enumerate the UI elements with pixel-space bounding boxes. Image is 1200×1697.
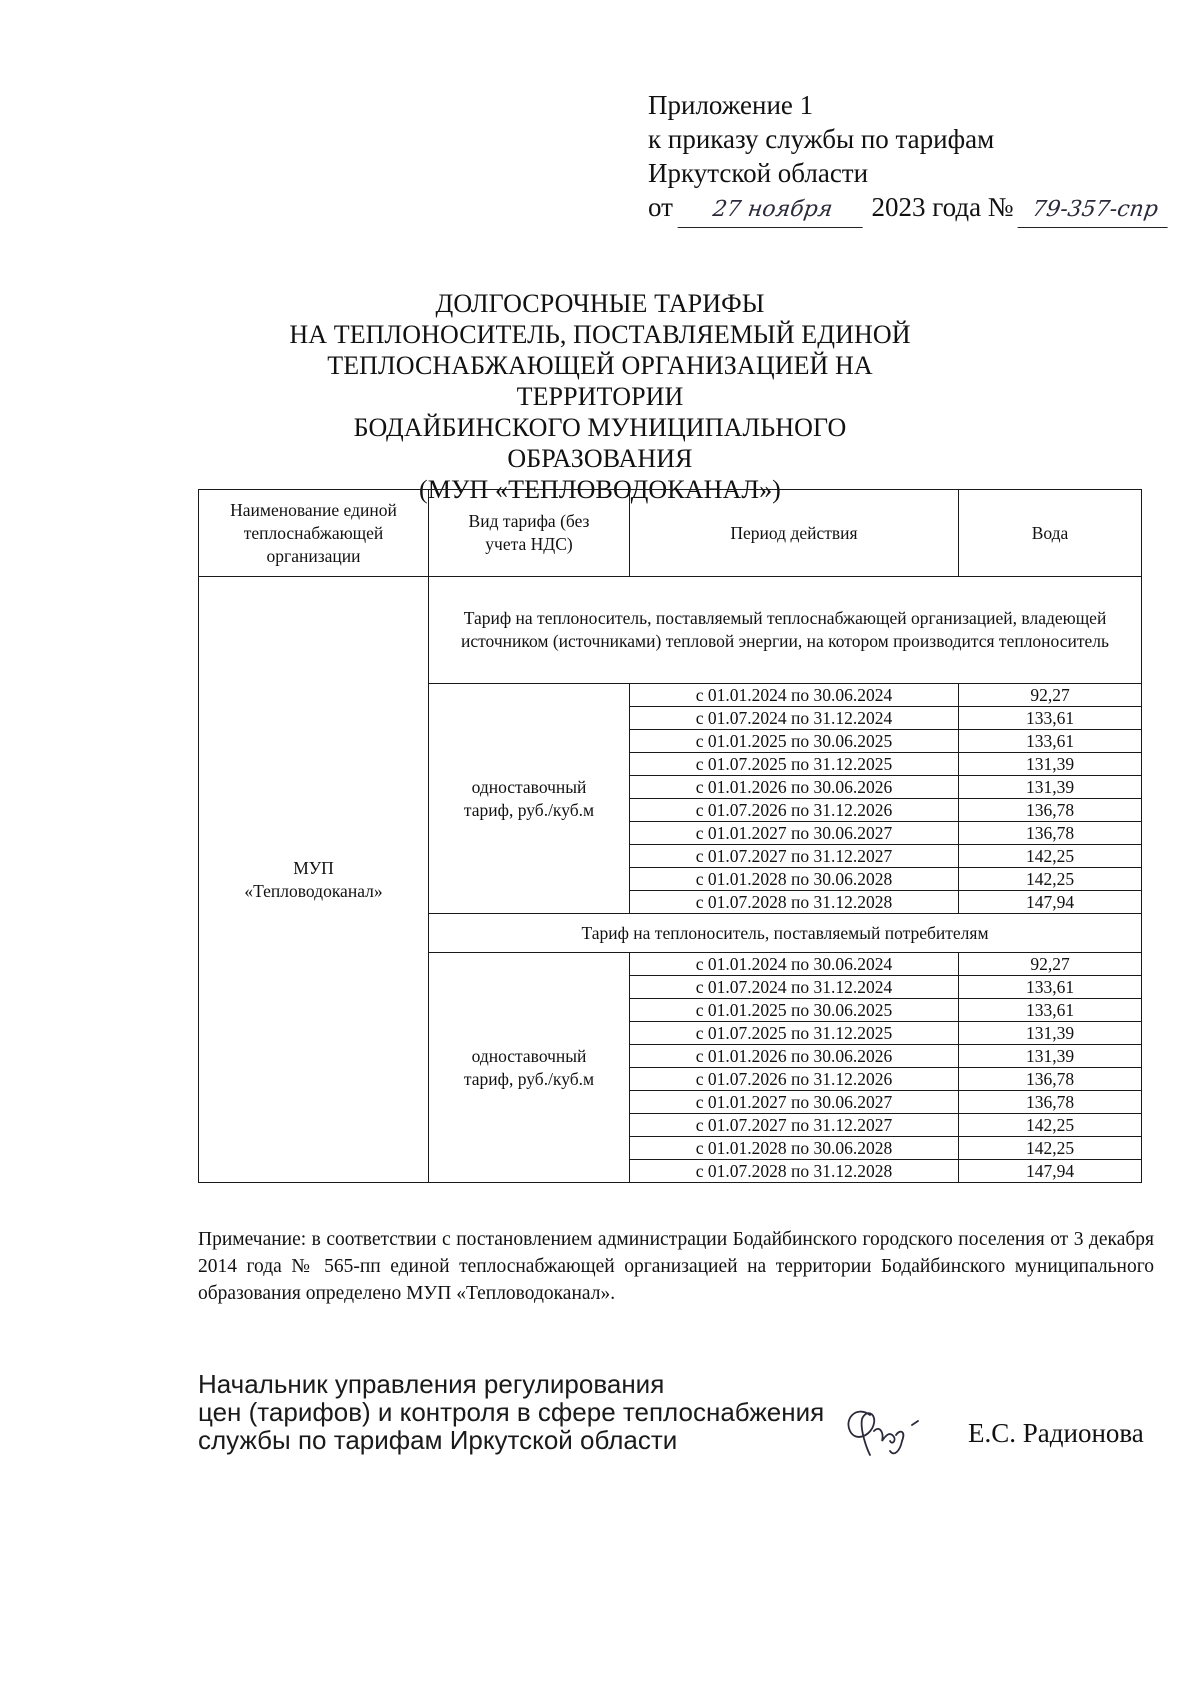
water-value-cell: 136,78 bbox=[959, 822, 1142, 845]
section1-title-row bbox=[199, 577, 1142, 684]
period-cell: с 01.01.2028 по 30.06.2028 bbox=[630, 1137, 959, 1160]
header-period: Период действия bbox=[630, 490, 959, 577]
water-value-cell: 142,25 bbox=[959, 868, 1142, 891]
note-paragraph: Примечание: в соответствии с постановлением администрации Бодайбинского городского поселения от 3 декабря 2014 года № 565-пп единой теплоснабжающей организацией на территории Бодайбинского муниципального образования определено МУП «Тепловодоканал». bbox=[198, 1229, 1154, 1304]
header-org: Наименование единой теплоснабжающей организации bbox=[199, 490, 429, 577]
attachment-date-line bbox=[648, 190, 1170, 228]
water-value-cell: 133,61 bbox=[959, 707, 1142, 730]
period-cell: с 01.07.2025 по 31.12.2025 bbox=[630, 1022, 959, 1045]
title-line-2: НА ТЕПЛОНОСИТЕЛЬ, ПОСТАВЛЯЕМЫЙ ЕДИНОЙ bbox=[289, 320, 911, 349]
water-value-cell: 147,94 bbox=[959, 1160, 1142, 1183]
header-type: Вид тарифа (без учета НДС) bbox=[429, 490, 630, 577]
table-body bbox=[199, 577, 1142, 1183]
period-cell: с 01.01.2025 по 30.06.2025 bbox=[630, 999, 959, 1022]
water-value-cell: 131,39 bbox=[959, 1022, 1142, 1045]
water-value-cell: 142,25 bbox=[959, 845, 1142, 868]
signature-block bbox=[198, 1370, 824, 1454]
position-line-2: цен (тарифов) и контроля в сфере теплоснабжения bbox=[198, 1397, 825, 1427]
period-cell: с 01.07.2026 по 31.12.2026 bbox=[630, 799, 959, 822]
tariff-table bbox=[198, 489, 1142, 1183]
handwritten-order-number: 79-357-спр bbox=[1018, 193, 1173, 228]
handwritten-signature bbox=[836, 1385, 946, 1465]
period-cell: с 01.07.2025 по 31.12.2025 bbox=[630, 753, 959, 776]
period-cell: с 01.01.2028 по 30.06.2028 bbox=[630, 868, 959, 891]
water-value-cell: 133,61 bbox=[959, 999, 1142, 1022]
water-value-cell: 133,61 bbox=[959, 730, 1142, 753]
water-value-cell: 142,25 bbox=[959, 1114, 1142, 1137]
period-cell: с 01.01.2026 по 30.06.2026 bbox=[630, 776, 959, 799]
attachment-line-1: Приложение 1 bbox=[648, 90, 814, 120]
water-value-cell: 92,27 bbox=[959, 684, 1142, 707]
water-value-cell: 136,78 bbox=[959, 1091, 1142, 1114]
period-cell: с 01.01.2027 по 30.06.2027 bbox=[630, 822, 959, 845]
period-cell: с 01.07.2027 по 31.12.2027 bbox=[630, 1114, 959, 1137]
water-value-cell: 131,39 bbox=[959, 753, 1142, 776]
section1-title: Тариф на теплоноситель, поставляемый теплоснабжающей организацией, владеющей источником (источниками) тепловой энергии, на котором производится теплоноситель bbox=[429, 577, 1142, 684]
period-cell: с 01.01.2024 по 30.06.2024 bbox=[630, 953, 959, 976]
water-value-cell: 131,39 bbox=[959, 1045, 1142, 1068]
period-cell: с 01.01.2026 по 30.06.2026 bbox=[630, 1045, 959, 1068]
document-title bbox=[260, 288, 940, 505]
title-line-1: ДОЛГОСРОЧНЫЕ ТАРИФЫ bbox=[435, 289, 765, 318]
title-line-4: БОДАЙБИНСКОГО МУНИЦИПАЛЬНОГО ОБРАЗОВАНИЯ bbox=[353, 413, 847, 473]
section1-tariff-type: одноставочный тариф, руб./куб.м bbox=[429, 684, 630, 914]
period-cell: с 01.07.2024 по 31.12.2024 bbox=[630, 707, 959, 730]
handwritten-date: 27 ноября bbox=[677, 193, 867, 228]
period-cell: с 01.07.2024 по 31.12.2024 bbox=[630, 976, 959, 999]
attachment-header bbox=[648, 88, 1170, 228]
water-value-cell: 142,25 bbox=[959, 1137, 1142, 1160]
date-prefix: от bbox=[648, 192, 673, 222]
attachment-line-3: Иркутской области bbox=[648, 158, 869, 188]
attachment-line-2: к приказу службы по тарифам bbox=[648, 124, 995, 154]
signer-name: Е.С. Радионова bbox=[968, 1418, 1144, 1448]
table-header-row bbox=[199, 490, 1142, 577]
year-text: 2023 года № bbox=[871, 192, 1014, 222]
title-line-5: (МУП «ТЕПЛОВОДОКАНАЛ») bbox=[419, 475, 781, 504]
period-cell: с 01.01.2027 по 30.06.2027 bbox=[630, 1091, 959, 1114]
period-cell: с 01.07.2026 по 31.12.2026 bbox=[630, 1068, 959, 1091]
title-line-3: ТЕПЛОСНАБЖАЮЩЕЙ ОРГАНИЗАЦИЕЙ НА ТЕРРИТОРИИ bbox=[327, 351, 873, 411]
water-value-cell: 136,78 bbox=[959, 799, 1142, 822]
period-cell: с 01.07.2027 по 31.12.2027 bbox=[630, 845, 959, 868]
water-value-cell: 133,61 bbox=[959, 976, 1142, 999]
water-value-cell: 92,27 bbox=[959, 953, 1142, 976]
period-cell: с 01.07.2028 по 31.12.2028 bbox=[630, 1160, 959, 1183]
section2-tariff-type: одноставочный тариф, руб./куб.м bbox=[429, 953, 630, 1183]
header-water: Вода bbox=[959, 490, 1142, 577]
water-value-cell: 131,39 bbox=[959, 776, 1142, 799]
position-line-1: Начальник управления регулирования bbox=[198, 1369, 665, 1399]
org-name-cell: МУП «Тепловодоканал» bbox=[199, 577, 429, 1183]
section2-title: Тариф на теплоноситель, поставляемый потребителям bbox=[429, 914, 1142, 953]
position-line-3: службы по тарифам Иркутской области bbox=[198, 1425, 678, 1455]
period-cell: с 01.01.2025 по 30.06.2025 bbox=[630, 730, 959, 753]
period-cell: с 01.01.2024 по 30.06.2024 bbox=[630, 684, 959, 707]
period-cell: с 01.07.2028 по 31.12.2028 bbox=[630, 891, 959, 914]
water-value-cell: 147,94 bbox=[959, 891, 1142, 914]
water-value-cell: 136,78 bbox=[959, 1068, 1142, 1091]
